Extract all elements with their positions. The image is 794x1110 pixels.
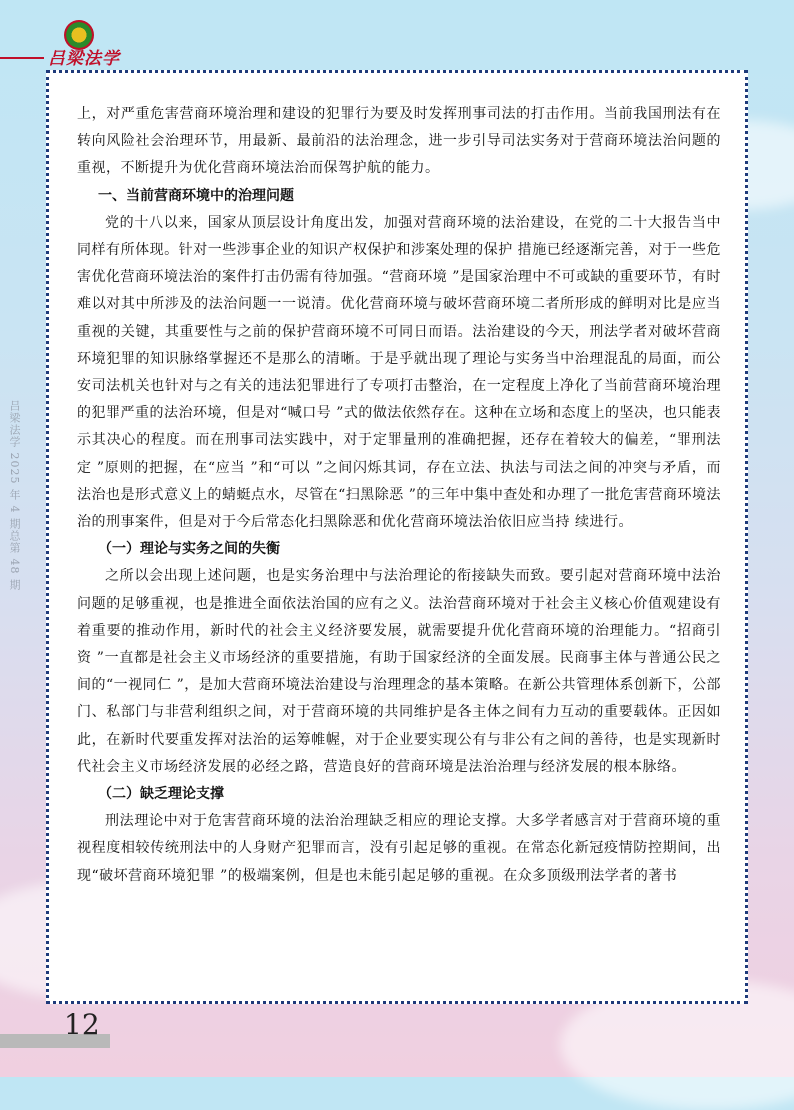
section-heading: 一、当前营商环境中的治理问题 — [98, 187, 294, 204]
article-content — [77, 101, 721, 890]
page-header — [0, 0, 794, 70]
article-panel — [46, 70, 748, 1004]
paragraph: 党的十八以来，国家从顶层设计角度出发，加强对营商环境的法治建设，在党的二十大报告当中同样有所体现。针对一些涉事企业的知识产权保护和涉案处理的保护 措施已经逐渐完善，对于一些危害优化营商环境法治的案件打击仍需有待加强。“营商环境 ”是国家治理中不可或缺的重要环节，有时难以对其中所涉及的法治问题一一说清。优化营商环境与破坏营商环境二者所形成的鲜明对比是应当重视的关键，其重要性与之前的保护营商环境不可同日而语。法治建设的今天，刑法学者对破坏营商环境犯罪的知识脉络掌握还不是那么的清晰。于是乎就出现了理论与实务当中治理混乱的局面，而公安司法机关也针对与之有关的违法犯罪进行了专项打击整治，在一定程度上净化了当前营商环境治理的犯罪严重的法治环境，但是对“喊口号 ”式的做法依然存在。这种在立场和态度上的坚决，也只能表示其决心的程度。而在刑事司法实践中，对于定罪量刑的准确把握，还存在着较大的偏差，“罪刑法定 ”原则的把握，在“应当 ”和“可以 ”之间闪烁其词，存在立法、执法与司法之间的冲突与矛盾，而法治也是形式意义上的蜻蜓点水，尽管在“扫黑除恶 ”的三年中集中查处和办理了一批危害营商环境法治的刑事案件，但是对于今后常态化扫黑除恶和优化营商环境法治依旧应当持 续进行。 — [77, 214, 721, 531]
paragraph: 之所以会出现上述问题，也是实务治理中与法治理论的衔接缺失而致。要引起对营商环境中法治问题的足够重视，也是推进全面依法治国的应有之义。法治营商环境对于社会主义核心价值观建设有着重要的推动作用，新时代的社会主义经济要发展，就需要提升优化营商环境的治理能力。“招商引资 ”一直都是社会主义市场经济的重要措施，有助于国家经济的全面发展。民商事主体与普通公民之间的“一视同仁 ”，是加大营商环境法治建设与治理理念的基本策略。在新公共管理体系创新下，公部门、私部门与非营利组织之间，对于营商环境的共同维护是各主体之间有力互动的重要载体。正因如此，在新时代要重发挥对法治的运筹帷幄，对于企业要实现公有与非公有之间的善待，也是实现新时代社会主义市场经济发展的必经之路，营造良好的营商环境是法治治理与经济发展的根本脉络。 — [77, 568, 721, 775]
header-rule — [0, 57, 44, 59]
paragraph: 上，对严重危害营商环境治理和建设的犯罪行为要及时发挥刑事司法的打击作用。当前我国刑法有在转向风险社会治理环节，用最新、最前沿的法治理念，进一步引导司法实务对于营商环境法治问题的重视，不断提升为优化营商环境法治而保驾护航的能力。 — [77, 106, 721, 177]
side-issue-text: 吕梁法学 2025 年 4 期总第 48 期 — [8, 400, 21, 591]
paragraph: 刑法理论中对于危害营商环境的法治治理缺乏相应的理论支撑。大多学者感言对于营商环境的重视程度相较传统刑法中的人身财产犯罪而言，没有引起足够的重视。在常态化新冠疫情防控期间，出现“破坏营商环境犯罪 ”的极端案例，但是也未能引起足够的重视。在众多顶级刑法学者的著书 — [77, 813, 721, 884]
subsection-heading: （二）缺乏理论支撑 — [98, 786, 224, 803]
subsection-heading: （一）理论与实务之间的失衡 — [98, 541, 280, 558]
page-number: 12 — [64, 1008, 100, 1041]
journal-brand: 吕梁法学 — [48, 49, 120, 69]
